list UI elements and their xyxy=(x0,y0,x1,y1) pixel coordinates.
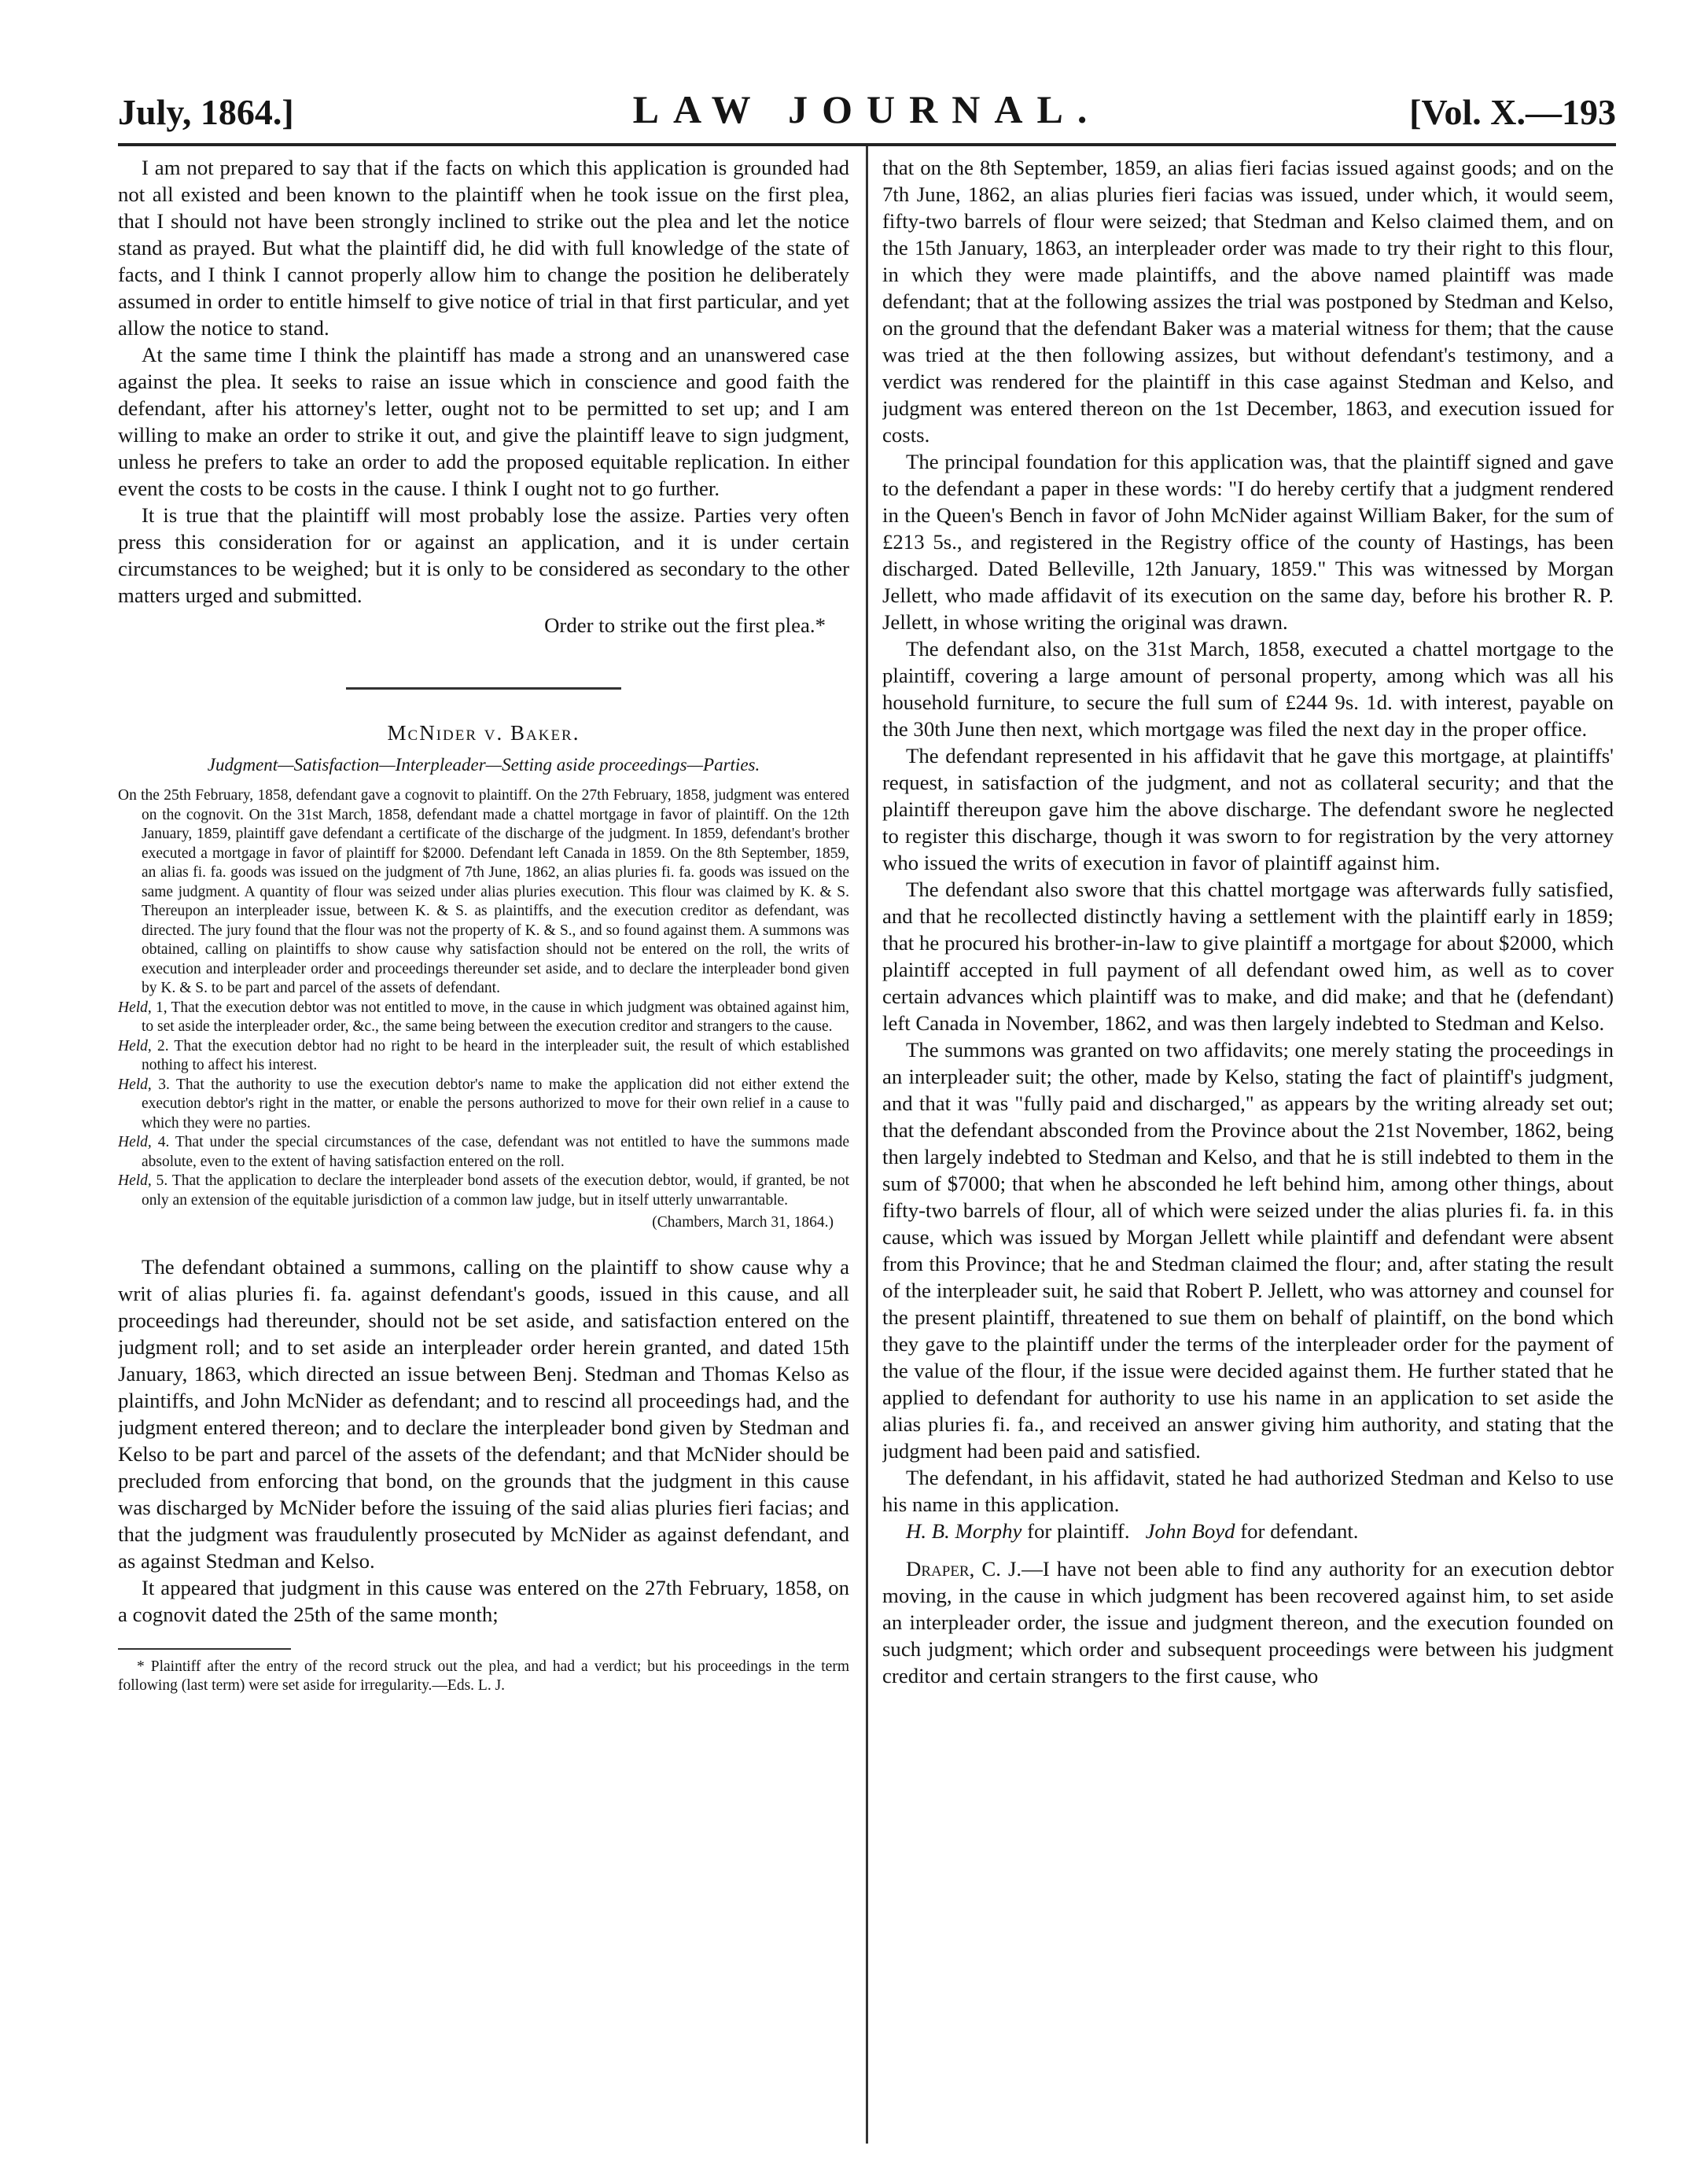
case-title: McNider v. Baker. xyxy=(387,721,580,745)
paragraph: The defendant obtained a summons, calling on the plaintiff to show cause why a writ of alias pluries fi. fa. against defendant's goods, issued in this cause, and all proceedings had thereunder, should not be set aside, and satisfaction entered on the judgment roll; and to set aside an interpleader order herein granted, and dated 15th January, 1863, which directed an issue between Benj. Stedman and Thomas Kelso as plaintiffs, and John McNider as defendant; and to rescind all proceedings had, and the judgment entered thereon; and to declare the interpleader bond given by Stedman and Kelso to be part and parcel of the assets of the defendant; and that McNider should be precluded from enforcing that bond, on the grounds that the judgment in this cause was discharged by McNider before the issuing of the said alias pluries fieri facias; and that the judgment was fraudulently prosecuted by McNider as against defendant, and as against Stedman and Kelso. xyxy=(118,1254,849,1573)
counsel-defendant-role: for defendant. xyxy=(1240,1519,1359,1543)
chambers-date: (Chambers, March 31, 1864.) xyxy=(652,1214,834,1231)
held-item xyxy=(118,1076,849,1134)
paragraph: I am not prepared to say that if the facts on which this application is grounded had not all existed and been known to the plaintiff when he took issue on the first plea, that I should not have been strongly inclined to strike out the plea and let the notice stand as prayed. But what the plaintiff did, he did with full knowledge of the state of facts, and I think I cannot properly allow him to change the position he deliberately assumed in order to entitle himself to give notice of trial in that first particular, and yet allow the notice to stand. xyxy=(118,156,849,340)
footnote: * Plaintiff after the entry of the record struck out the plea, and had a verdict; but his proceedings in the term following (last term) were set aside for irregularity.—Eds. L. J. xyxy=(118,1658,849,1694)
catchwords: Judgment—Satisfaction—Interpleader—Setting aside proceedings—Parties. xyxy=(207,755,760,775)
held-label: Held, xyxy=(118,1134,152,1150)
section-rule xyxy=(346,687,621,690)
paragraph: The defendant, in his affidavit, stated he had authorized Stedman and Kelso to use his name in this application. xyxy=(882,1466,1614,1516)
footnote-rule xyxy=(118,1648,291,1650)
paragraph: At the same time I think the plaintiff has made a strong and an unanswered case against the plea. It seeks to raise an issue which in conscience and good faith the defendant, after his attorney's letter, ought not to be permitted to set up; and I am willing to make an order to strike it out, and give the plaintiff leave to sign judgment, unless he prefers to take an order to add the proposed equitable replication. In either event the costs to be costs in the cause. I think I ought not to go further. xyxy=(118,343,849,500)
held-text: 4. That under the special circumstances of the case, defendant was not entitled to have the summons made absolute, even to the extent of having satisfaction entered on the roll. xyxy=(142,1134,849,1170)
paragraph: It is true that the plaintiff will most probably lose the assize. Parties very often press this consideration for or against an application, and it is under certain circumstances to be weighed; but it is only to be considered as secondary to the other matters urged and submitted. xyxy=(118,503,849,607)
judge-name: Draper, C. J. xyxy=(906,1557,1022,1581)
held-label: Held, xyxy=(118,1037,152,1054)
volume-page: [Vol. X.—193 xyxy=(1409,92,1616,132)
page-header xyxy=(118,83,1616,138)
held-text: 2. That the execution debtor had no right to be heard in the interpleader suit, the result of which established nothing to affect his interest. xyxy=(142,1037,849,1073)
held-item xyxy=(118,1172,849,1210)
held-item xyxy=(118,1037,849,1076)
held-text: 1, That the execution debtor was not entitled to move, in the cause in which judgment was obtained against him, to set aside the interpleader order, &c., the same being between the execution creditor and strangers to the cause. xyxy=(142,999,849,1035)
paragraph: The defendant represented in his affidavit that he gave this mortgage, at plaintiffs' request, in satisfaction of the judgment, and not as collateral security; and that the plaintiff thereupon gave him the above discharge. The defendant swore he neglected to register this discharge, though it was sworn to for registration by the very attorney who issued the writs of execution in favor of plaintiff against him. xyxy=(882,744,1614,874)
paragraph: that on the 8th September, 1859, an alias fieri facias issued against goods; and on the 7th June, 1862, an alias pluries fieri facias was issued, under which, it would seem, fifty-two barrels of flour were seized; that Stedman and Kelso claimed them, and on the 15th January, 1863, an interpleader order was made to try their right to this flour, in which they were made plaintiffs, and the above named plaintiff was made defendant; that at the following assizes the trial was postponed by Stedman and Kelso, on the ground that the defendant Baker was a material witness for them; that the cause was tried at the then following assizes, but without defendant's testimony, and a verdict was rendered for the plaintiff in this case against Stedman and Kelso, and judgment was entered thereon on the 1st December, 1863, and execution issued for costs. xyxy=(882,156,1614,447)
column-divider xyxy=(866,146,868,2144)
order-line: Order to strike out the first plea.* xyxy=(544,613,826,637)
counsel-plaintiff-role: for plaintiff. xyxy=(1027,1519,1130,1543)
held-item xyxy=(118,999,849,1037)
held-text: 5. That the application to declare the interpleader bond assets of the execution debtor, would, if granted, be not only an extension of the equitable jurisdiction of a common law judge, but in itself utterly unwarrantable. xyxy=(142,1172,849,1209)
counsel-line xyxy=(882,1518,1614,1544)
paragraph: The defendant also swore that this chattel mortgage was afterwards fully satisfied, and that he recollected distinctly having a settlement with the plaintiff early in 1859; that he procured his brother-in-law to give plaintiff a mortgage for about $2000, which plaintiff accepted in full payment of all defendant owed him, as well as to cover certain advances which plaintiff was to make, and did make; and that he (defendant) left Canada in November, 1862, and was then largely indebted to Stedman and Kelso. xyxy=(882,878,1614,1035)
held-label: Held, xyxy=(118,1076,152,1093)
held-text: 3. That the authority to use the execution debtor's name to make the application did not either extend the execution debtor's right in the matter, or enable the persons authorized to move for their own relief in a cause to which they were no parties. xyxy=(142,1076,849,1132)
paragraph: The principal foundation for this application was, that the plaintiff signed and gave to the defendant a paper in these words: "I do hereby certify that a judgment rendered in the Queen's Bench in favor of John McNider against William Baker, for the sum of £213 5s., and registered in the Registry office of the county of Hastings, has been discharged. Dated Belleville, 12th January, 1859." This was witnessed by Morgan Jellett, who made affidavit of its execution on the same day, before his brother R. P. Jellett, in whose writing the original was drawn. xyxy=(882,450,1614,634)
left-column xyxy=(118,154,849,2136)
headnote: On the 25th February, 1858, defendant gave a cognovit to plaintiff. On the 27th February, 1858, judgment was entered on the cognovit. On the 31st March, 1858, defendant made a chattel mortgage in favor of plaintiff. On the 12th January, 1859, plaintiff gave defendant a certificate of the discharge of the judgment. In 1859, defendant's brother executed a mortgage in favor of plaintiff for $2000. Defendant left Canada in 1859. On the 8th September, 1859, an alias fi. fa. goods was issued on the judgment of 7th June, 1862, an alias pluries fi. fa. goods was issued on the same judgment. A quantity of flour was seized under alias pluries execution. This flour was claimed by K. & S. Thereupon an interpleader issue, between K. & S. as plaintiffs, and the execution creditor as defendant, was directed. The jury found that the flour was not the property of K. & S., and so found against them. A summons was obtained, calling on plaintiffs to show cause why satisfaction should not be entered on the roll, the writs of execution and interpleader order and proceedings thereunder set aside, and to declare the interpleader bond given by K. & S. to be part and parcel of the assets of defendant. xyxy=(118,787,849,996)
held-item xyxy=(118,1133,849,1172)
judgment-paragraph xyxy=(882,1555,1614,1689)
paragraph: The defendant also, on the 31st March, 1858, executed a chattel mortgage to the plaintiff, covering a large amount of personal property, among which was all his household furniture, to secure the full sum of £244 9s. 1d. with interest, payable on the 30th June then next, which mortgage was filed the next day in the proper office. xyxy=(882,637,1614,741)
issue-date: July, 1864.] xyxy=(118,92,294,132)
paragraph: It appeared that judgment in this cause was entered on the 27th February, 1858, on a cognovit dated the 25th of the same month; xyxy=(118,1575,849,1626)
held-label: Held, xyxy=(118,999,152,1016)
paragraph: The summons was granted on two affidavits; one merely stating the proceedings in an interpleader suit; the other, made by Kelso, stating the fact of plaintiff's judgment, and that it was "fully paid and discharged," as appears by the writing already set out; that the defendant absconded from the Province about the 21st November, 1862, being then largely indebted to Stedman and Kelso, and that he is still indebted to them in the sum of $7000; that when he absconded he left behind him, among other things, about fifty-two barrels of flour, all of which were seized under the alias pluries fi. fa. in this cause, which was issued by Morgan Jellett while plaintiff and defendant were absent from this Province; that he and Stedman claimed the flour; and, after stating the result of the interpleader suit, he said that Robert P. Jellett, who was attorney and counsel for the present plaintiff, threatened to sue them on behalf of plaintiff, on the bond which they gave to the plaintiff under the terms of the interpleader order for the payment of the value of the flour, if the issue were decided against them. He further stated that he applied to defendant for authority to use his name in an application to set aside the alias pluries fi. fa., and received an answer giving him authority, and stating that the judgment had been paid and satisfied. xyxy=(882,1038,1614,1463)
right-column xyxy=(882,154,1614,2136)
counsel-plaintiff: H. B. Morphy xyxy=(906,1519,1022,1543)
journal-title: LAW JOURNAL. xyxy=(632,87,1102,131)
counsel-defendant: John Boyd xyxy=(1145,1519,1235,1543)
judgment-text: —I have not been able to find any authority for an execution debtor moving, in the cause in which judgment has been recovered against him, to set aside an interpleader order, the issue and judgment thereon, and the execution founded on such judgment; which order and subsequent proceedings were between his judgment creditor and certain strangers to the first cause, who xyxy=(882,1557,1614,1687)
held-label: Held, xyxy=(118,1172,152,1189)
